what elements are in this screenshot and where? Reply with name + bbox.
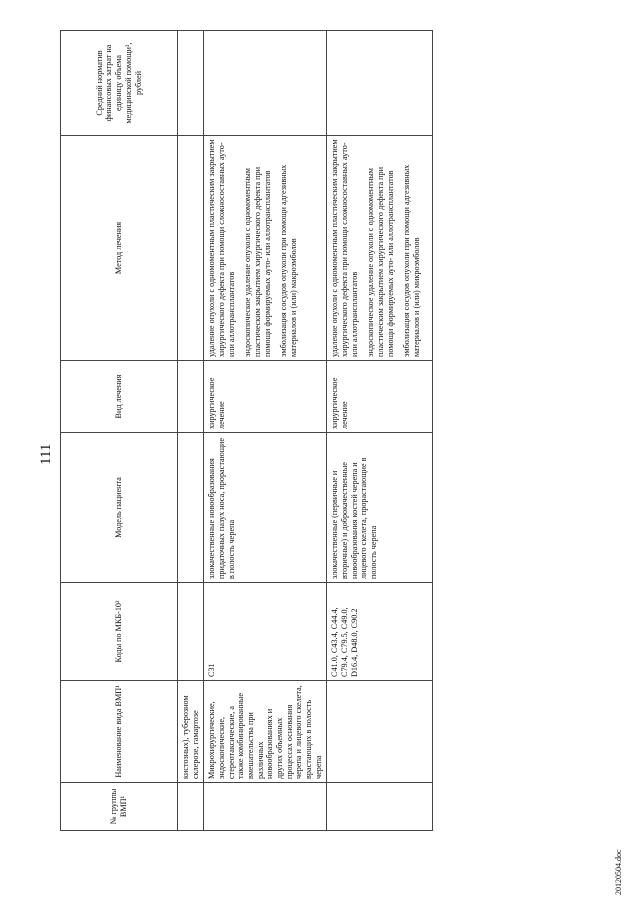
document-footer: 20120504.doc <box>614 849 623 895</box>
cell-cost <box>204 31 327 136</box>
method-item: эндоскопическое удаление опухоли с одномоментным пластическим закрытием хирургического дефекта при помощи формируемых ауто- или аллотрансплантатов <box>243 167 272 357</box>
cell-treatment <box>178 361 204 433</box>
cell-treatment: хирургическое лечение <box>204 361 327 433</box>
page-number: 111 <box>38 443 54 465</box>
cell-codes: C41.0, C43.4, C44.4, C79.4, C79.5, C49.0, D16.4, D48.0, C90.2 <box>327 583 432 681</box>
cell-name: Микрохирургические, эндоскопические, стереотаксические, а также комбинированные вмешательства при различных новообразованиях и других объемных процессах основания черепа и лицевого скелета, врастающих в полость черепа <box>204 681 327 783</box>
header-name: Наименование вида ВМП¹ <box>61 681 178 783</box>
table-row <box>204 31 327 831</box>
cell-group <box>327 783 432 831</box>
cell-model <box>178 433 204 583</box>
header-codes: Коды по МКБ-10² <box>61 583 178 681</box>
cell-codes <box>178 583 204 681</box>
cell-model: злокачественные (первичные и вторичные) и доброкачественные новообразования костей черепа и лицевого скелета, прорастающие в полость черепа <box>327 433 432 583</box>
cell-name: кистозных), туберозном склерозе, гамартозе <box>178 681 204 783</box>
cell-method <box>327 136 432 361</box>
cell-name <box>327 681 432 783</box>
cell-group <box>178 783 204 831</box>
cell-group <box>204 783 327 831</box>
table-row <box>178 31 204 831</box>
header-model: Модель пациента <box>61 433 178 583</box>
cell-cost <box>178 31 204 136</box>
method-item: удаление опухоли с одномоментным пластическим закрытием хирургического дефекта при помощи сложносоставных ауто- или аллотрансплантатов <box>330 139 359 357</box>
header-method: Метод лечения <box>61 136 178 361</box>
cell-model: злокачественные новообразования придаточных пазух носа, прорастающие в полость черепа <box>204 433 327 583</box>
header-group: № группы ВМП¹ <box>61 783 178 831</box>
cell-method <box>204 136 327 361</box>
cell-codes: C31 <box>204 583 327 681</box>
vmp-table <box>60 30 433 831</box>
cell-cost <box>327 31 432 136</box>
cell-treatment: хирургическое лечение <box>327 361 432 433</box>
table-row <box>327 31 432 831</box>
header-cost: Средний норматив финансовых затрат на единицу объема медицинской помощи³, рублей <box>61 31 178 136</box>
method-item: удаление опухоли с одномоментным пластическим закрытием хирургического дефекта при помощи сложносоставных ауто- или аллотрансплантатов <box>207 139 236 357</box>
method-item: эмболизация сосудов опухоли при помощи адгезивных материалов и (или) микроэмболов <box>402 164 422 357</box>
cell-method <box>178 136 204 361</box>
method-item: эндоскопическое удаление опухоли с одномоментным пластическим закрытием хирургического дефекта при помощи формируемых ауто- или аллотрансплантатов <box>366 167 395 357</box>
header-treatment: Вид лечения <box>61 361 178 433</box>
table-header-row <box>61 31 178 831</box>
method-item: эмболизация сосудов опухоли при помощи адгезивных материалов и (или) макроэмболов <box>279 164 299 357</box>
